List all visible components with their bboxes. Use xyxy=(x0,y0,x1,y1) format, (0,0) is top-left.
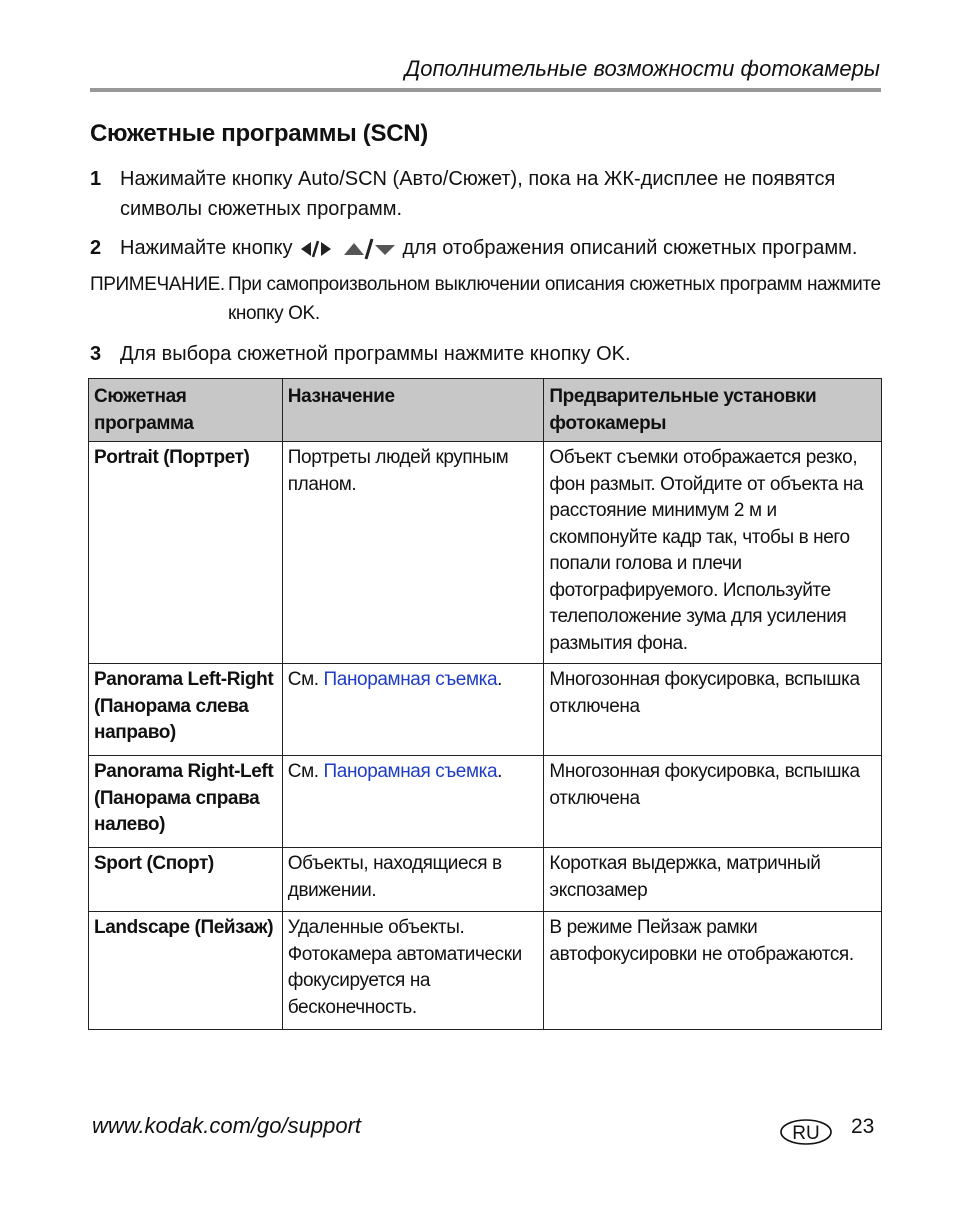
step-text xyxy=(120,233,890,263)
scene-modes-table xyxy=(88,378,882,1030)
scene-purpose: Удаленные объекты. Фотокамера автоматически фокусируется на бесконечность. xyxy=(282,912,544,1030)
note-text: При самопроизвольном выключении описания сюжетных программ нажмите кнопку OK. xyxy=(228,274,881,324)
note-label: ПРИМЕЧАНИЕ. xyxy=(90,274,225,295)
step-number: 2 xyxy=(90,237,102,259)
column-header-settings: Предварительные установки фотокамеры xyxy=(544,379,882,442)
language-badge xyxy=(779,1118,833,1146)
scene-settings: Многозонная фокусировка, вспышка отключена xyxy=(544,756,882,848)
scene-settings: Объект съемки отображается резко, фон размыт. Отойдите от объекта на расстояние минимум 2 м и скомпонуйте кадр так, чтобы в него попали голова и плечи фотографируемого. Используйте телеположение зума для усиления размытия фона. xyxy=(544,442,882,664)
scene-purpose: Портреты людей крупным планом. xyxy=(282,442,544,664)
scene-settings: В режиме Пейзаж рамки автофокусировки не отображаются. xyxy=(544,912,882,1030)
see-suffix: . xyxy=(497,761,503,782)
column-header-scene: Сюжетная программа xyxy=(89,379,283,442)
step-text-after: для отображения описаний сюжетных программ. xyxy=(402,237,858,259)
step-number: 3 xyxy=(90,343,102,365)
scene-purpose xyxy=(282,756,544,848)
scene-name: Landscape (Пейзаж) xyxy=(89,912,283,1030)
step-text-before: Нажимайте кнопку xyxy=(120,237,293,259)
step-1 xyxy=(90,164,890,224)
scene-settings: Многозонная фокусировка, вспышка отключена xyxy=(544,664,882,756)
scene-name: Panorama Left-Right (Панорама слева направо) xyxy=(89,664,283,756)
header-divider xyxy=(90,88,881,92)
table-row xyxy=(89,442,882,664)
see-prefix: См. xyxy=(287,761,319,782)
step-number: 1 xyxy=(90,168,102,190)
step-text: Для выбора сюжетной программы нажмите кнопку OK. xyxy=(120,343,631,365)
scene-settings: Короткая выдержка, матричный экспозамер xyxy=(544,848,882,912)
column-header-purpose: Назначение xyxy=(282,379,544,442)
running-header: Дополнительные возможности фотокамеры xyxy=(404,56,880,81)
left-right-up-down-arrows-icon xyxy=(299,238,397,260)
scene-name: Sport (Спорт) xyxy=(89,848,283,912)
note xyxy=(90,270,890,328)
table-row xyxy=(89,756,882,848)
panorama-link[interactable]: Панорамная съемка xyxy=(323,761,498,782)
panorama-link[interactable]: Панорамная съемка xyxy=(323,669,498,690)
section-title: Сюжетные программы (SCN) xyxy=(90,120,428,147)
see-prefix: См. xyxy=(287,669,319,690)
table-row xyxy=(89,912,882,1030)
footer-url[interactable]: www.kodak.com/go/support xyxy=(92,1113,362,1138)
scene-name: Portrait (Портрет) xyxy=(89,442,283,664)
step-text: Нажимайте кнопку Auto/SCN (Авто/Сюжет), пока на ЖК-дисплее не появятся символы сюжетных программ. xyxy=(120,168,836,220)
step-2 xyxy=(90,233,890,263)
table-header-row xyxy=(89,379,882,442)
scene-purpose xyxy=(282,664,544,756)
scene-name: Panorama Right-Left (Панорама справа налево) xyxy=(89,756,283,848)
table-row xyxy=(89,848,882,912)
step-3 xyxy=(90,339,890,369)
language-badge-text: RU xyxy=(792,1123,820,1144)
see-suffix: . xyxy=(497,669,503,690)
scene-purpose: Объекты, находящиеся в движении. xyxy=(282,848,544,912)
page-number: 23 xyxy=(851,1115,875,1138)
table-row xyxy=(89,664,882,756)
